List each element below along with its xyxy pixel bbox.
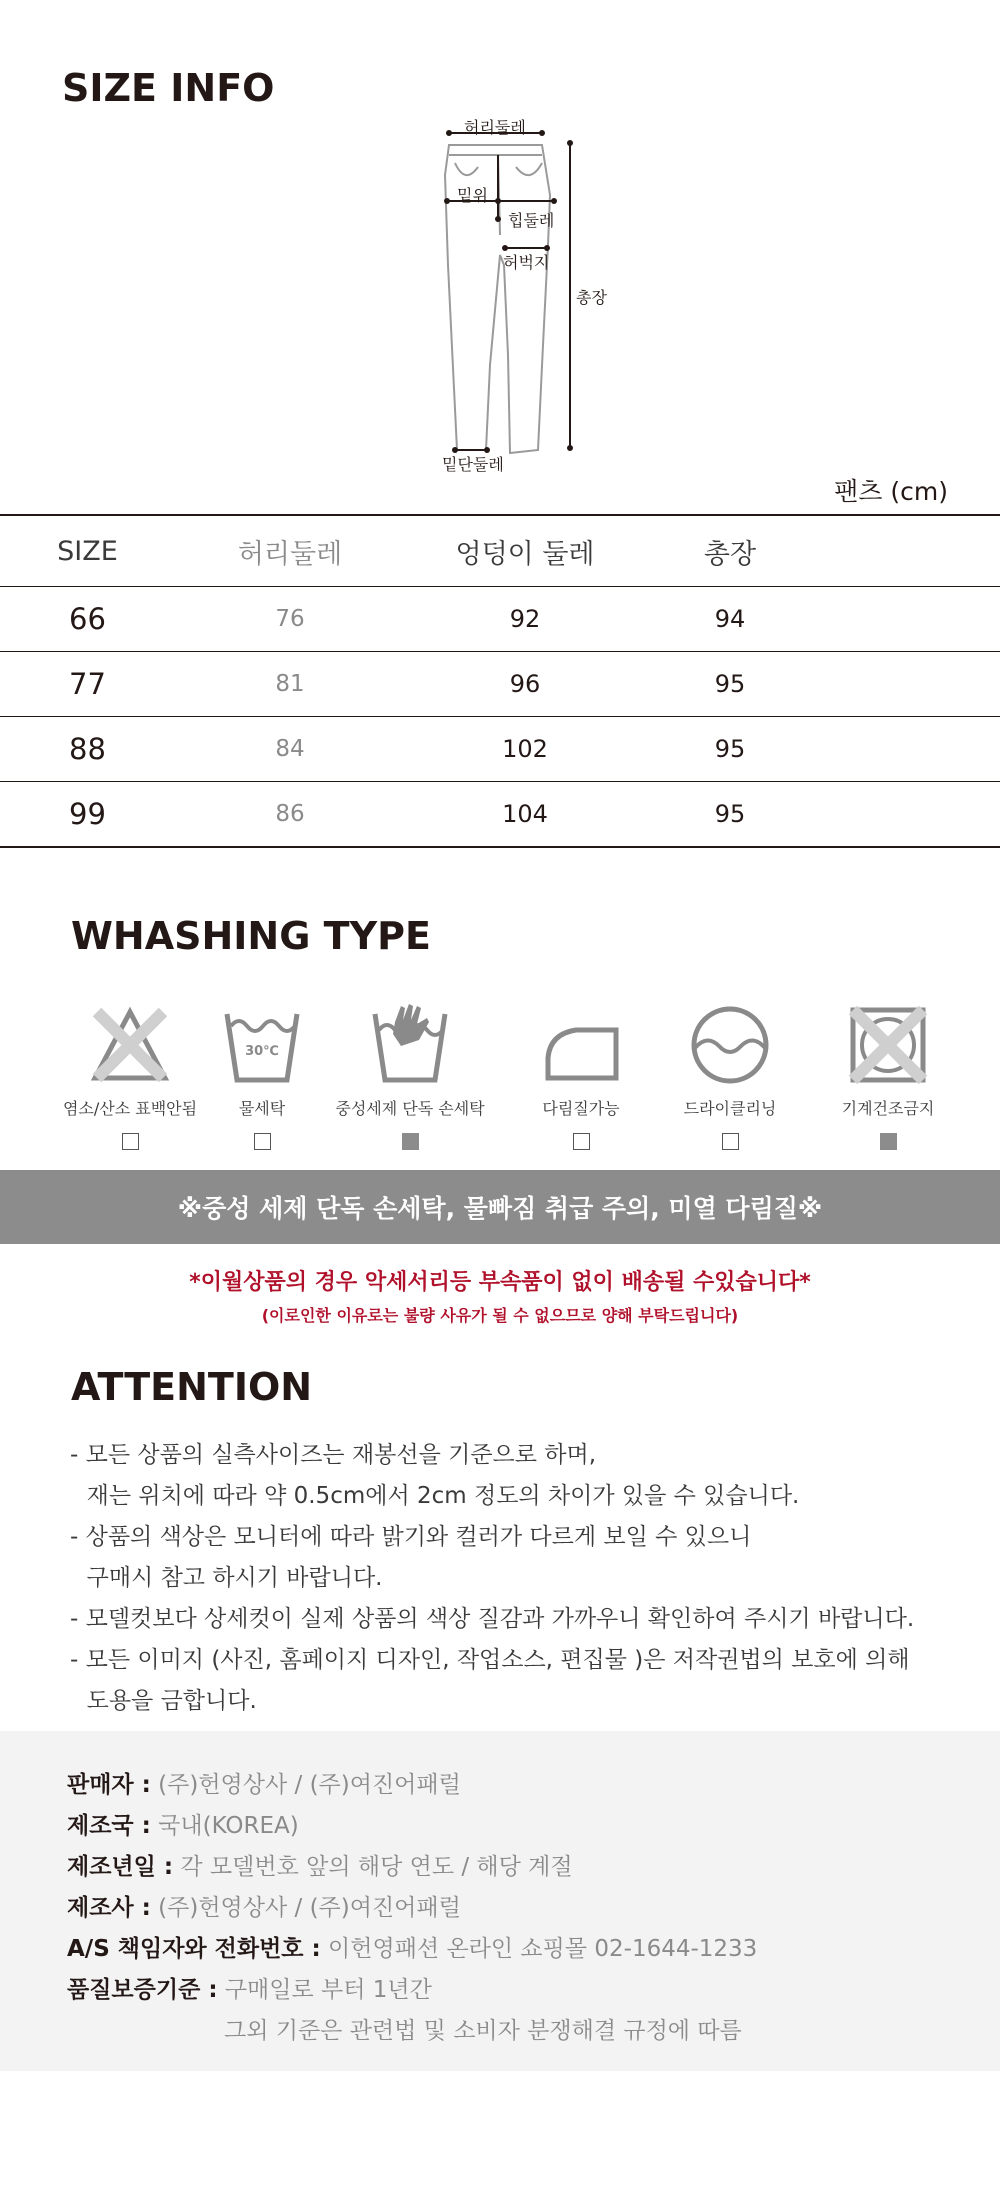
table-header-cell: 허리둘레 — [237, 538, 343, 570]
wash-item-dry-clean — [655, 1000, 805, 1150]
size-info-title: SIZE INFO — [62, 66, 275, 110]
wash-label: 드라이클리닝 — [683, 1099, 777, 1118]
hand-wash-icon — [365, 1000, 455, 1090]
table-row — [0, 782, 1000, 848]
table-cell: 84 — [275, 736, 305, 762]
attention-line: - 모델컷보다 상세컷이 실제 상품의 색상 질감과 가까우니 확인하여 주시기 바랍니다. — [70, 1606, 915, 1632]
no-tumble-dry-icon — [843, 1000, 933, 1090]
wash-item-no-bleach — [55, 1000, 205, 1150]
warning-text: *이월상품의 경우 악세서리등 부속품이 없이 배송될 수있습니다* — [189, 1270, 811, 1295]
sub-warning-text: (이로인한 이유로는 불량 사유가 될 수 없으므로 양해 부탁드립니다) — [261, 1306, 739, 1325]
table-header-cell: SIZE — [57, 535, 118, 567]
table-header-cell: 엉덩이 둘레 — [455, 538, 595, 570]
wash-checkbox-checked — [402, 1133, 419, 1150]
info-key: 제조사 : — [67, 1895, 151, 1921]
info-row-as — [67, 1930, 757, 1963]
table-cell: 94 — [714, 605, 746, 633]
info-row-warranty — [67, 1971, 432, 2004]
table-cell: 95 — [714, 800, 746, 828]
pants-size-diagram — [430, 115, 620, 475]
info-value: 각 모델번호 앞의 해당 연도 / 해당 계절 — [173, 1854, 573, 1880]
label-thigh: 허벅지 — [503, 253, 550, 272]
info-row-manufacturer — [67, 1889, 461, 1922]
wash-30c-icon — [217, 1000, 307, 1090]
attention-title: ATTENTION — [71, 1365, 313, 1409]
table-cell: 92 — [509, 605, 541, 633]
wash-checkbox — [722, 1133, 739, 1150]
wash-temp-text: 30℃ — [245, 1044, 279, 1059]
info-value: 구매일로 부터 1년간 — [217, 1977, 432, 2003]
wash-label: 다림질가능 — [542, 1099, 620, 1118]
table-cell: 86 — [275, 801, 305, 827]
info-value: 이헌영패션 온라인 쇼핑몰 02-1644-1233 — [320, 1936, 758, 1962]
label-rise: 밑위 — [457, 186, 488, 205]
table-cell: 96 — [509, 670, 541, 698]
attention-line: 재는 위치에 따라 약 0.5cm에서 2cm 정도의 차이가 있을 수 있습니다. — [72, 1483, 800, 1509]
label-length: 총장 — [576, 288, 607, 307]
wash-item-water-wash — [187, 1000, 337, 1150]
washing-title: WHASHING TYPE — [71, 914, 431, 958]
table-row — [0, 587, 1000, 652]
wash-item-iron — [506, 1000, 656, 1150]
wash-checkbox — [122, 1133, 139, 1150]
table-cell: 77 — [69, 667, 106, 701]
table-cell: 76 — [275, 606, 305, 632]
washing-banner: ※중성 세제 단독 손세탁, 물빠짐 취급 주의, 미열 다림질※ — [0, 1170, 1000, 1244]
wash-checkbox — [573, 1133, 590, 1150]
wash-item-hand-wash — [335, 1000, 485, 1150]
info-extra-line: 그외 기준은 관련법 및 소비자 분쟁해결 규정에 따름 — [224, 2018, 742, 2044]
table-cell: 99 — [69, 797, 106, 831]
wash-label: 기계건조금지 — [841, 1099, 935, 1118]
label-waist: 허리둘레 — [464, 118, 526, 137]
table-cell: 104 — [502, 800, 548, 828]
info-row-country — [67, 1807, 299, 1840]
wash-label: 중성세제 단독 손세탁 — [335, 1099, 485, 1118]
table-cell: 95 — [714, 670, 746, 698]
product-info-box — [0, 1731, 1000, 2071]
attention-line: - 상품의 색상은 모니터에 따라 밝기와 컬러가 다르게 보일 수 있으니 — [70, 1524, 752, 1550]
table-header-cell: 총장 — [703, 538, 757, 570]
size-table — [0, 514, 1000, 848]
attention-line: - 모든 상품의 실측사이즈는 재봉선을 기준으로 하며, — [70, 1442, 597, 1468]
table-row — [0, 717, 1000, 782]
wash-checkbox — [254, 1133, 271, 1150]
info-value: (주)헌영상사 / (주)여진어패럴 — [150, 1772, 461, 1798]
attention-line: 구매시 참고 하시기 바랍니다. — [72, 1565, 383, 1591]
wash-label: 물세탁 — [238, 1099, 286, 1118]
info-value: 국내(KOREA) — [150, 1813, 299, 1839]
table-cell: 81 — [275, 671, 305, 697]
table-row — [0, 652, 1000, 717]
no-bleach-icon — [85, 1000, 175, 1090]
wash-item-no-tumble-dry — [813, 1000, 963, 1150]
table-cell: 102 — [502, 735, 548, 763]
attention-line: 도용을 금합니다. — [72, 1688, 257, 1714]
wash-label: 염소/산소 표백안됨 — [62, 1099, 198, 1118]
unit-label: 팬츠 (cm) — [834, 477, 948, 506]
wash-checkbox-checked — [880, 1133, 897, 1150]
attention-line: - 모든 이미지 (사진, 홈페이지 디자인, 작업소스, 편집물 )은 저작권법의 보호에 의해 — [70, 1647, 910, 1673]
table-header-row — [0, 514, 1000, 587]
iron-icon — [536, 1000, 626, 1090]
info-row-date — [67, 1848, 573, 1881]
label-hip: 힙둘레 — [508, 211, 555, 230]
table-cell: 95 — [714, 735, 746, 763]
info-key: A/S 책임자와 전화번호 : — [67, 1936, 321, 1962]
table-cell: 88 — [69, 732, 106, 766]
info-key: 판매자 : — [67, 1772, 151, 1798]
info-value: (주)헌영상사 / (주)여진어패럴 — [150, 1895, 461, 1921]
info-key: 제조국 : — [67, 1813, 151, 1839]
dry-clean-icon — [685, 1000, 775, 1090]
info-key: 품질보증기준 : — [67, 1977, 218, 2003]
info-key: 제조년일 : — [67, 1854, 174, 1880]
info-row-seller — [67, 1766, 461, 1799]
label-hem: 밑단둘레 — [442, 455, 504, 474]
table-cell: 66 — [69, 602, 106, 636]
